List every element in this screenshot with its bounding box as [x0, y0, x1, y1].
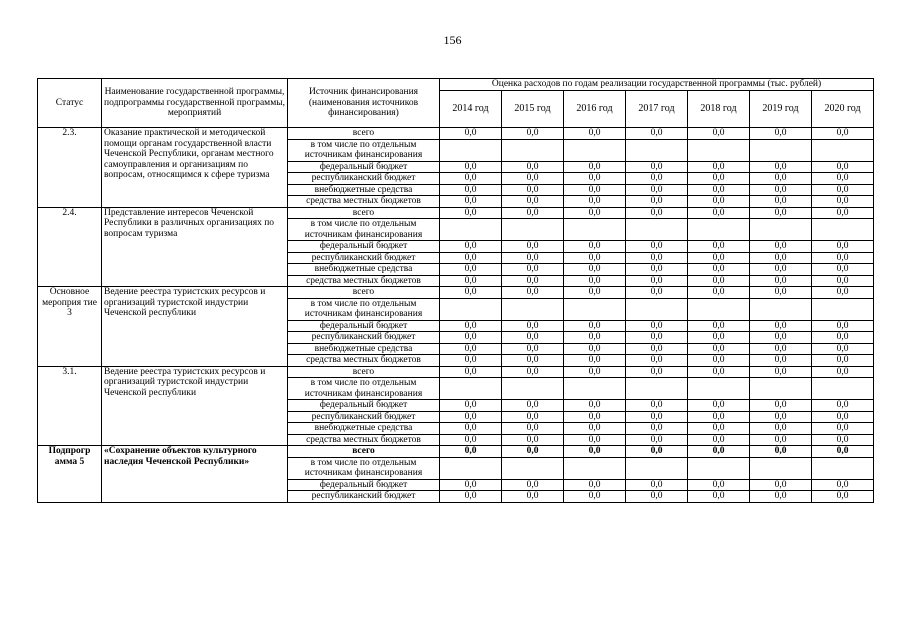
row-value: 0,0	[564, 366, 626, 378]
row-value	[626, 219, 688, 241]
row-value: 0,0	[812, 184, 874, 196]
row-value: 0,0	[502, 491, 564, 503]
row-value: 0,0	[688, 355, 750, 367]
row-value: 0,0	[812, 434, 874, 446]
row-value: 0,0	[626, 423, 688, 435]
row-value: 0,0	[812, 128, 874, 140]
header-year: 2018 год	[688, 90, 750, 127]
row-value: 0,0	[502, 207, 564, 219]
row-value: 0,0	[812, 423, 874, 435]
row-value	[502, 378, 564, 400]
row-value: 0,0	[688, 287, 750, 299]
row-name: Оказание практической и методической помощи органам государственной власти Чеченской Республики, органам местного самоуправления и организациям по вопросам, относящимся к сфере туризма	[102, 128, 288, 208]
row-value: 0,0	[812, 320, 874, 332]
row-value: 0,0	[502, 184, 564, 196]
row-value: 0,0	[812, 173, 874, 185]
row-source: федеральный бюджет	[288, 400, 440, 412]
row-value: 0,0	[750, 366, 812, 378]
header-year: 2017 год	[626, 90, 688, 127]
row-value: 0,0	[502, 275, 564, 287]
row-value: 0,0	[750, 264, 812, 276]
row-value: 0,0	[812, 207, 874, 219]
header-status: Статус	[38, 79, 102, 128]
row-value: 0,0	[502, 411, 564, 423]
row-status: Основное мероприя тие 3	[38, 287, 102, 367]
row-status: Подпрогр амма 5	[38, 446, 102, 503]
row-value: 0,0	[812, 196, 874, 208]
row-value: 0,0	[502, 252, 564, 264]
row-value: 0,0	[564, 207, 626, 219]
row-value: 0,0	[440, 241, 502, 253]
row-status: 2.4.	[38, 207, 102, 287]
header-estimate: Оценка расходов по годам реализации государственной программы (тыс. рублей)	[440, 79, 874, 91]
row-value	[440, 298, 502, 320]
row-value: 0,0	[440, 161, 502, 173]
row-value: 0,0	[440, 343, 502, 355]
row-value: 0,0	[564, 343, 626, 355]
row-value: 0,0	[688, 446, 750, 458]
row-value	[688, 457, 750, 479]
row-value: 0,0	[688, 173, 750, 185]
row-value: 0,0	[688, 332, 750, 344]
row-source: всего	[288, 287, 440, 299]
row-value: 0,0	[564, 491, 626, 503]
row-source: республиканский бюджет	[288, 491, 440, 503]
row-source: всего	[288, 446, 440, 458]
row-value: 0,0	[626, 173, 688, 185]
row-value	[688, 139, 750, 161]
row-value: 0,0	[812, 491, 874, 503]
row-value	[750, 139, 812, 161]
row-value: 0,0	[750, 332, 812, 344]
row-value: 0,0	[688, 196, 750, 208]
row-value: 0,0	[502, 320, 564, 332]
row-value: 0,0	[688, 343, 750, 355]
row-value: 0,0	[626, 241, 688, 253]
row-value: 0,0	[750, 355, 812, 367]
row-source: всего	[288, 128, 440, 140]
row-name: Ведение реестра туристских ресурсов и организаций туристской индустрии Чеченской республики	[102, 366, 288, 446]
row-value	[440, 457, 502, 479]
row-name: Представление интересов Чеченской Республики в различных организациях по вопросам туризма	[102, 207, 288, 287]
row-source: федеральный бюджет	[288, 479, 440, 491]
row-source: республиканский бюджет	[288, 332, 440, 344]
row-value: 0,0	[440, 128, 502, 140]
row-value: 0,0	[812, 241, 874, 253]
row-value: 0,0	[812, 400, 874, 412]
row-source: в том числе по отдельным источникам финансирования	[288, 298, 440, 320]
row-value: 0,0	[626, 366, 688, 378]
row-value: 0,0	[564, 320, 626, 332]
row-source: средства местных бюджетов	[288, 196, 440, 208]
row-value: 0,0	[626, 128, 688, 140]
row-value: 0,0	[626, 207, 688, 219]
row-value: 0,0	[750, 400, 812, 412]
row-value	[750, 219, 812, 241]
row-value	[502, 219, 564, 241]
row-name: «Сохранение объектов культурного наследия Чеченской Республики»	[102, 446, 288, 503]
row-value: 0,0	[750, 173, 812, 185]
row-source: всего	[288, 207, 440, 219]
row-source: средства местных бюджетов	[288, 355, 440, 367]
row-value: 0,0	[502, 128, 564, 140]
row-value: 0,0	[688, 491, 750, 503]
row-value: 0,0	[564, 400, 626, 412]
row-value: 0,0	[750, 491, 812, 503]
row-value: 0,0	[564, 479, 626, 491]
row-source: внебюджетные средства	[288, 264, 440, 276]
row-value	[626, 378, 688, 400]
row-source: внебюджетные средства	[288, 423, 440, 435]
row-value: 0,0	[564, 332, 626, 344]
row-value: 0,0	[750, 161, 812, 173]
row-value: 0,0	[564, 423, 626, 435]
row-value: 0,0	[626, 400, 688, 412]
row-value: 0,0	[688, 241, 750, 253]
row-value	[750, 378, 812, 400]
row-value: 0,0	[688, 264, 750, 276]
row-value: 0,0	[564, 252, 626, 264]
row-value: 0,0	[688, 275, 750, 287]
row-source: в том числе по отдельным источникам финансирования	[288, 457, 440, 479]
header-year: 2020 год	[812, 90, 874, 127]
row-value	[564, 378, 626, 400]
row-value: 0,0	[750, 320, 812, 332]
row-value: 0,0	[688, 434, 750, 446]
row-source: республиканский бюджет	[288, 252, 440, 264]
row-value: 0,0	[626, 355, 688, 367]
table-row	[38, 366, 874, 378]
table-row	[38, 446, 874, 458]
row-value: 0,0	[502, 366, 564, 378]
row-value	[688, 219, 750, 241]
row-value	[812, 457, 874, 479]
row-value: 0,0	[564, 161, 626, 173]
row-value: 0,0	[440, 264, 502, 276]
row-value: 0,0	[750, 184, 812, 196]
header-year: 2019 год	[750, 90, 812, 127]
row-value: 0,0	[688, 479, 750, 491]
row-value: 0,0	[688, 400, 750, 412]
row-value: 0,0	[688, 411, 750, 423]
row-value	[750, 457, 812, 479]
row-source: всего	[288, 366, 440, 378]
row-value	[688, 378, 750, 400]
row-value: 0,0	[564, 434, 626, 446]
row-value: 0,0	[440, 184, 502, 196]
row-value: 0,0	[688, 320, 750, 332]
row-value	[688, 298, 750, 320]
row-value: 0,0	[564, 275, 626, 287]
header-name: Наименование государственной программы, подпрограммы государственной программы, мероприятий	[102, 79, 288, 128]
table-row	[38, 207, 874, 219]
table-body	[38, 128, 874, 503]
row-source: федеральный бюджет	[288, 161, 440, 173]
page-number: 156	[443, 33, 462, 47]
row-value: 0,0	[440, 400, 502, 412]
row-value: 0,0	[564, 411, 626, 423]
row-value	[564, 298, 626, 320]
row-value: 0,0	[440, 491, 502, 503]
row-value: 0,0	[502, 434, 564, 446]
row-value	[564, 139, 626, 161]
row-value: 0,0	[564, 128, 626, 140]
row-value: 0,0	[564, 241, 626, 253]
row-value: 0,0	[564, 196, 626, 208]
row-value: 0,0	[440, 479, 502, 491]
row-value: 0,0	[750, 196, 812, 208]
row-value: 0,0	[750, 287, 812, 299]
row-value	[502, 139, 564, 161]
row-value: 0,0	[626, 332, 688, 344]
row-value	[440, 378, 502, 400]
row-value: 0,0	[750, 423, 812, 435]
row-value: 0,0	[812, 366, 874, 378]
row-value: 0,0	[440, 287, 502, 299]
row-source: в том числе по отдельным источникам финансирования	[288, 378, 440, 400]
row-value: 0,0	[564, 355, 626, 367]
row-value: 0,0	[564, 264, 626, 276]
row-value: 0,0	[440, 207, 502, 219]
header-source: Источник финансирования (наименования источников финансирования)	[288, 79, 440, 128]
row-value: 0,0	[812, 446, 874, 458]
row-value: 0,0	[502, 287, 564, 299]
row-value	[626, 457, 688, 479]
header-year: 2014 год	[440, 90, 502, 127]
row-value: 0,0	[626, 434, 688, 446]
row-value: 0,0	[750, 241, 812, 253]
header-year: 2015 год	[502, 90, 564, 127]
row-value: 0,0	[688, 366, 750, 378]
row-value: 0,0	[626, 252, 688, 264]
row-value: 0,0	[626, 196, 688, 208]
row-value: 0,0	[626, 161, 688, 173]
table-row	[38, 287, 874, 299]
row-value: 0,0	[626, 184, 688, 196]
row-value: 0,0	[688, 161, 750, 173]
row-value: 0,0	[626, 343, 688, 355]
row-value: 0,0	[626, 479, 688, 491]
header-year: 2016 год	[564, 90, 626, 127]
row-source: внебюджетные средства	[288, 343, 440, 355]
row-value: 0,0	[440, 423, 502, 435]
row-value: 0,0	[626, 275, 688, 287]
row-value: 0,0	[440, 411, 502, 423]
row-value: 0,0	[440, 252, 502, 264]
row-value: 0,0	[750, 434, 812, 446]
row-source: средства местных бюджетов	[288, 434, 440, 446]
row-value	[440, 139, 502, 161]
row-value: 0,0	[564, 287, 626, 299]
row-value: 0,0	[750, 275, 812, 287]
row-source: федеральный бюджет	[288, 241, 440, 253]
row-value	[626, 139, 688, 161]
row-value: 0,0	[750, 343, 812, 355]
row-value: 0,0	[812, 264, 874, 276]
row-value: 0,0	[502, 332, 564, 344]
row-value: 0,0	[750, 411, 812, 423]
row-value: 0,0	[626, 491, 688, 503]
row-value: 0,0	[502, 400, 564, 412]
row-value: 0,0	[440, 446, 502, 458]
row-value	[626, 298, 688, 320]
row-value: 0,0	[440, 320, 502, 332]
row-source: республиканский бюджет	[288, 173, 440, 185]
row-value: 0,0	[502, 446, 564, 458]
row-value: 0,0	[564, 184, 626, 196]
row-value: 0,0	[626, 287, 688, 299]
row-value	[812, 298, 874, 320]
row-status: 3.1.	[38, 366, 102, 446]
row-name: Ведение реестра туристских ресурсов и организаций туристской индустрии Чеченской республики	[102, 287, 288, 367]
row-value: 0,0	[688, 207, 750, 219]
row-value: 0,0	[812, 355, 874, 367]
row-source: республиканский бюджет	[288, 411, 440, 423]
row-value: 0,0	[502, 173, 564, 185]
row-value	[502, 457, 564, 479]
table-row	[38, 128, 874, 140]
row-status: 2.3.	[38, 128, 102, 208]
row-value: 0,0	[440, 355, 502, 367]
row-value: 0,0	[812, 275, 874, 287]
row-value: 0,0	[750, 446, 812, 458]
row-value: 0,0	[812, 343, 874, 355]
row-value: 0,0	[564, 173, 626, 185]
row-value	[812, 219, 874, 241]
row-value: 0,0	[812, 411, 874, 423]
row-value	[750, 298, 812, 320]
row-value: 0,0	[440, 434, 502, 446]
row-value: 0,0	[502, 355, 564, 367]
row-value: 0,0	[812, 332, 874, 344]
row-source: в том числе по отдельным источникам финансирования	[288, 219, 440, 241]
row-value: 0,0	[502, 264, 564, 276]
row-source: в том числе по отдельным источникам финансирования	[288, 139, 440, 161]
row-value: 0,0	[626, 264, 688, 276]
row-value	[812, 378, 874, 400]
row-value: 0,0	[750, 128, 812, 140]
row-value: 0,0	[440, 275, 502, 287]
row-source: внебюджетные средства	[288, 184, 440, 196]
row-value: 0,0	[502, 196, 564, 208]
row-value: 0,0	[626, 446, 688, 458]
row-value	[440, 219, 502, 241]
row-value: 0,0	[688, 423, 750, 435]
row-value: 0,0	[440, 332, 502, 344]
row-value: 0,0	[502, 161, 564, 173]
row-value: 0,0	[812, 161, 874, 173]
row-value: 0,0	[502, 423, 564, 435]
row-value: 0,0	[440, 173, 502, 185]
row-value: 0,0	[502, 479, 564, 491]
row-value: 0,0	[626, 320, 688, 332]
row-value	[564, 457, 626, 479]
row-source: федеральный бюджет	[288, 320, 440, 332]
row-value: 0,0	[688, 252, 750, 264]
row-value: 0,0	[688, 184, 750, 196]
row-value	[812, 139, 874, 161]
row-value: 0,0	[440, 366, 502, 378]
row-value: 0,0	[502, 343, 564, 355]
row-value: 0,0	[812, 287, 874, 299]
row-value: 0,0	[750, 207, 812, 219]
row-value: 0,0	[750, 479, 812, 491]
financing-table	[37, 78, 874, 503]
row-value: 0,0	[502, 241, 564, 253]
row-value	[564, 219, 626, 241]
row-value: 0,0	[750, 252, 812, 264]
row-value: 0,0	[812, 479, 874, 491]
row-value: 0,0	[564, 446, 626, 458]
row-value	[502, 298, 564, 320]
row-value: 0,0	[812, 252, 874, 264]
row-value: 0,0	[626, 411, 688, 423]
row-value: 0,0	[440, 196, 502, 208]
row-value: 0,0	[688, 128, 750, 140]
row-source: средства местных бюджетов	[288, 275, 440, 287]
